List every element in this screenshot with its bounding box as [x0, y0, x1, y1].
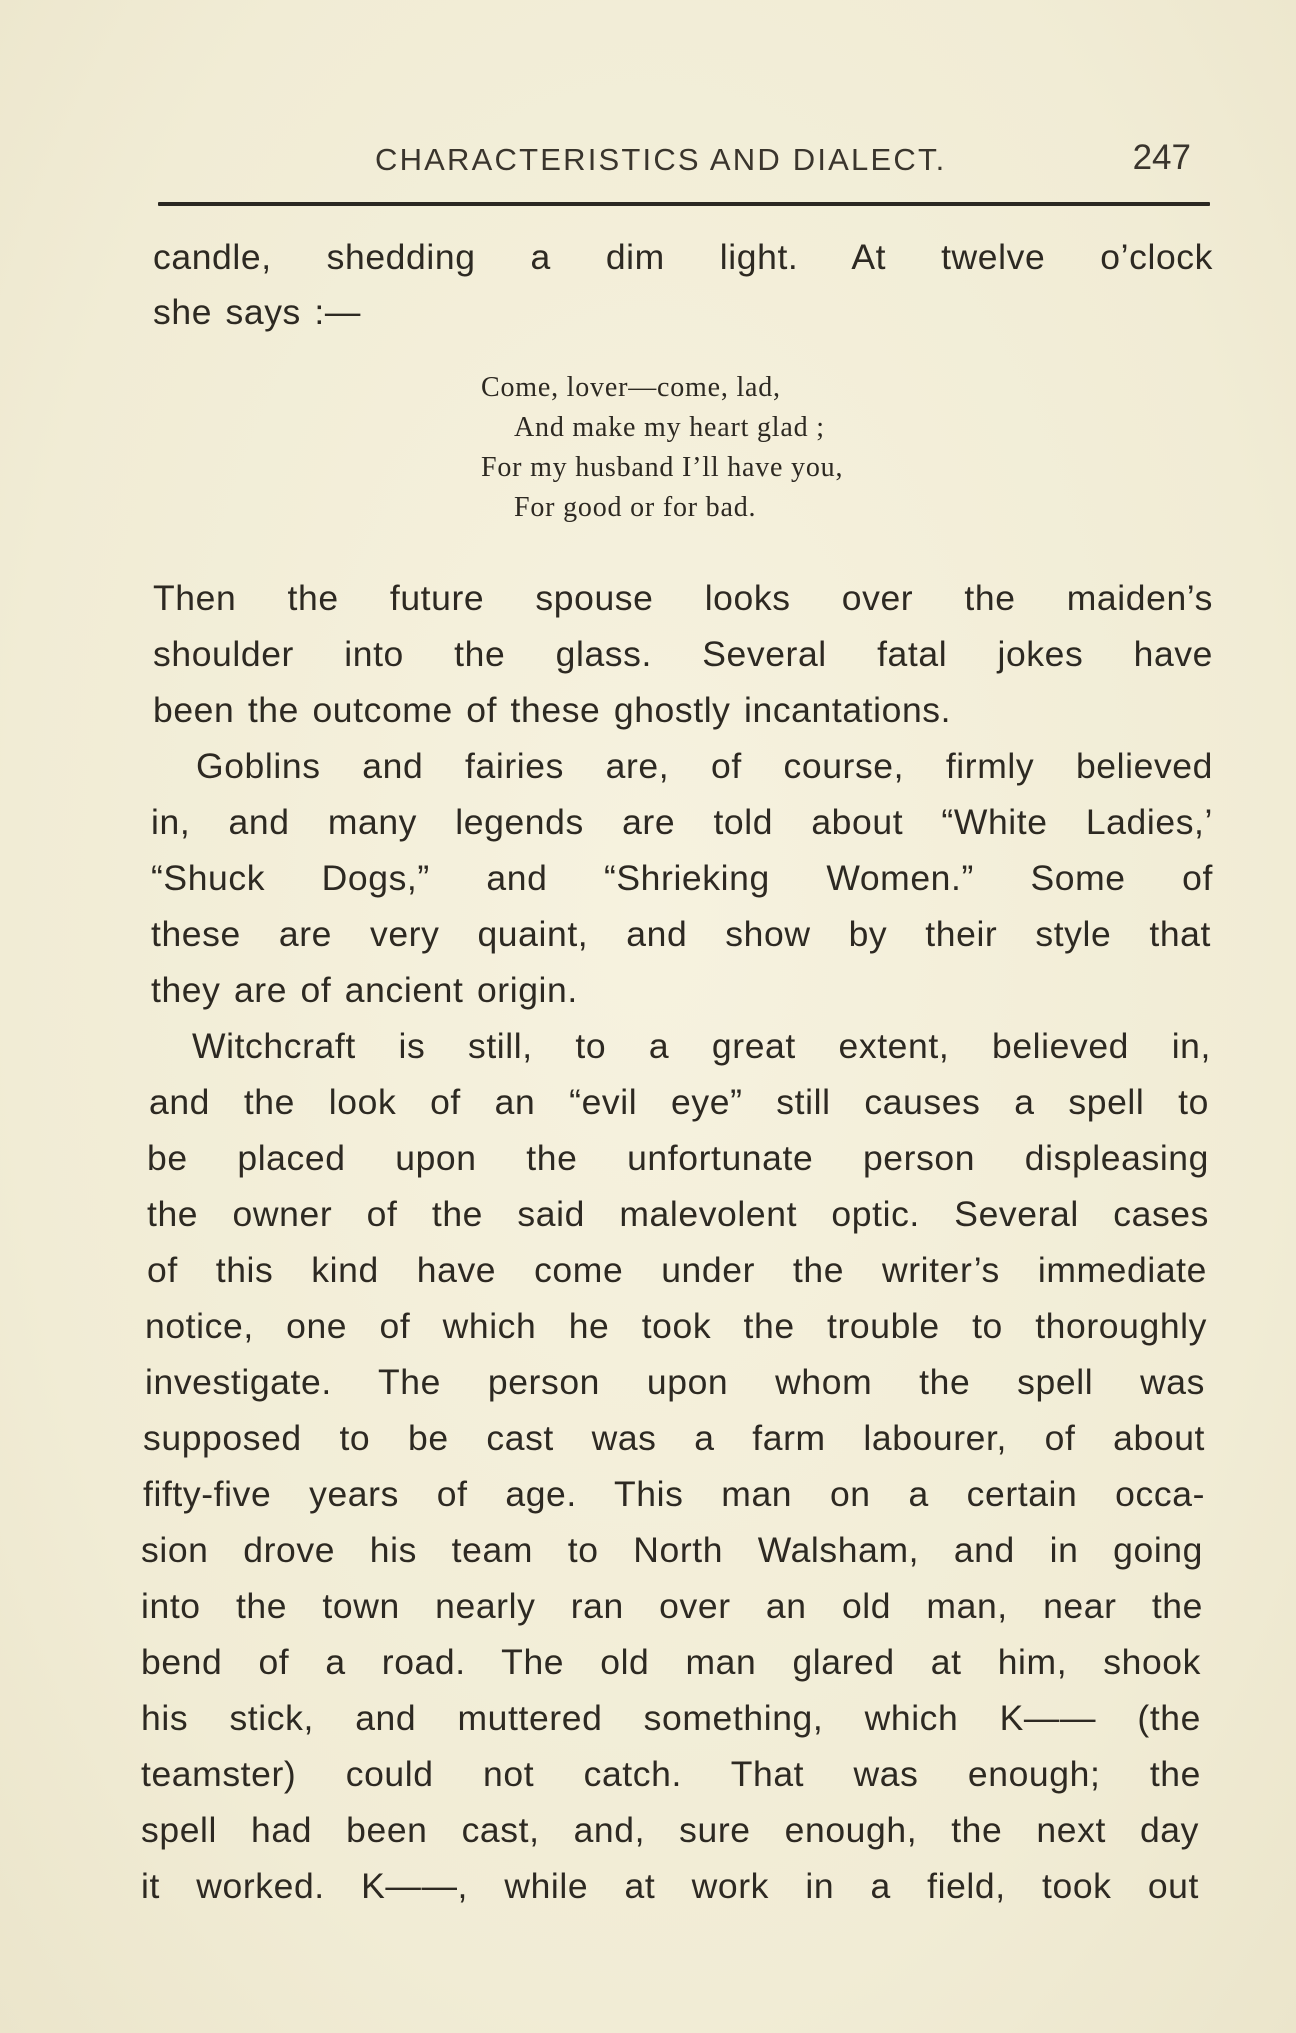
text-line: Witchcraft is still, to a great extent, believed in,	[192, 1026, 1211, 1066]
header-rule	[158, 202, 1210, 206]
text-line: Then the future spouse looks over the maiden’s	[153, 578, 1213, 618]
text-line: of this kind have come under the writer’s immediate	[147, 1250, 1207, 1290]
text-line: teamster) could not catch. That was enough; the	[141, 1754, 1201, 1794]
text-line: Goblins and fairies are, of course, firmly believed	[196, 746, 1213, 786]
page-header	[155, 138, 1213, 188]
text-line: these are very quaint, and show by their style that	[151, 914, 1211, 954]
text-line: in, and many legends are told about “White Ladies,’	[151, 802, 1213, 842]
text-line: candle, shedding a dim light. At twelve o’clock	[153, 237, 1213, 277]
text-line: sion drove his team to North Walsham, and in going	[141, 1530, 1203, 1570]
text-line: and the look of an “evil eye” still causes a spell to	[149, 1082, 1209, 1122]
page-number: 247	[1132, 138, 1191, 177]
text-line: into the town nearly ran over an old man, near the	[141, 1586, 1203, 1626]
text-line: his stick, and muttered something, which K—— (the	[141, 1698, 1201, 1738]
text-line: notice, one of which he took the trouble to thoroughly	[145, 1306, 1207, 1346]
text-line: supposed to be cast was a farm labourer, of about	[143, 1418, 1205, 1458]
text-line: fifty-five years of age. This man on a certain occa-	[143, 1474, 1205, 1514]
text-line: “Shuck Dogs,” and “Shrieking Women.” Some of	[151, 858, 1213, 898]
text-line: it worked. K——, while at work in a field, took out	[141, 1866, 1199, 1906]
text-line: shoulder into the glass. Several fatal jokes have	[153, 634, 1213, 674]
text-line: investigate. The person upon whom the spell was	[145, 1362, 1205, 1402]
verse-line: For good or for bad.	[514, 492, 757, 523]
text-line: they are of ancient origin.	[151, 970, 578, 1010]
text-line: bend of a road. The old man glared at him, shook	[141, 1642, 1201, 1682]
text-line: she says :—	[153, 292, 361, 332]
text-line: been the outcome of these ghostly incantations.	[153, 690, 952, 730]
verse-line: And make my heart glad ;	[514, 412, 825, 443]
text-line: spell had been cast, and, sure enough, the next day	[141, 1810, 1199, 1850]
verse-line: Come, lover—come, lad,	[481, 372, 781, 403]
verse-line: For my husband I’ll have you,	[481, 452, 844, 483]
running-head: CHARACTERISTICS AND DIALECT.	[375, 142, 947, 177]
text-line: be placed upon the unfortunate person displeasing	[147, 1138, 1209, 1178]
text-line: the owner of the said malevolent optic. Several cases	[147, 1194, 1209, 1234]
